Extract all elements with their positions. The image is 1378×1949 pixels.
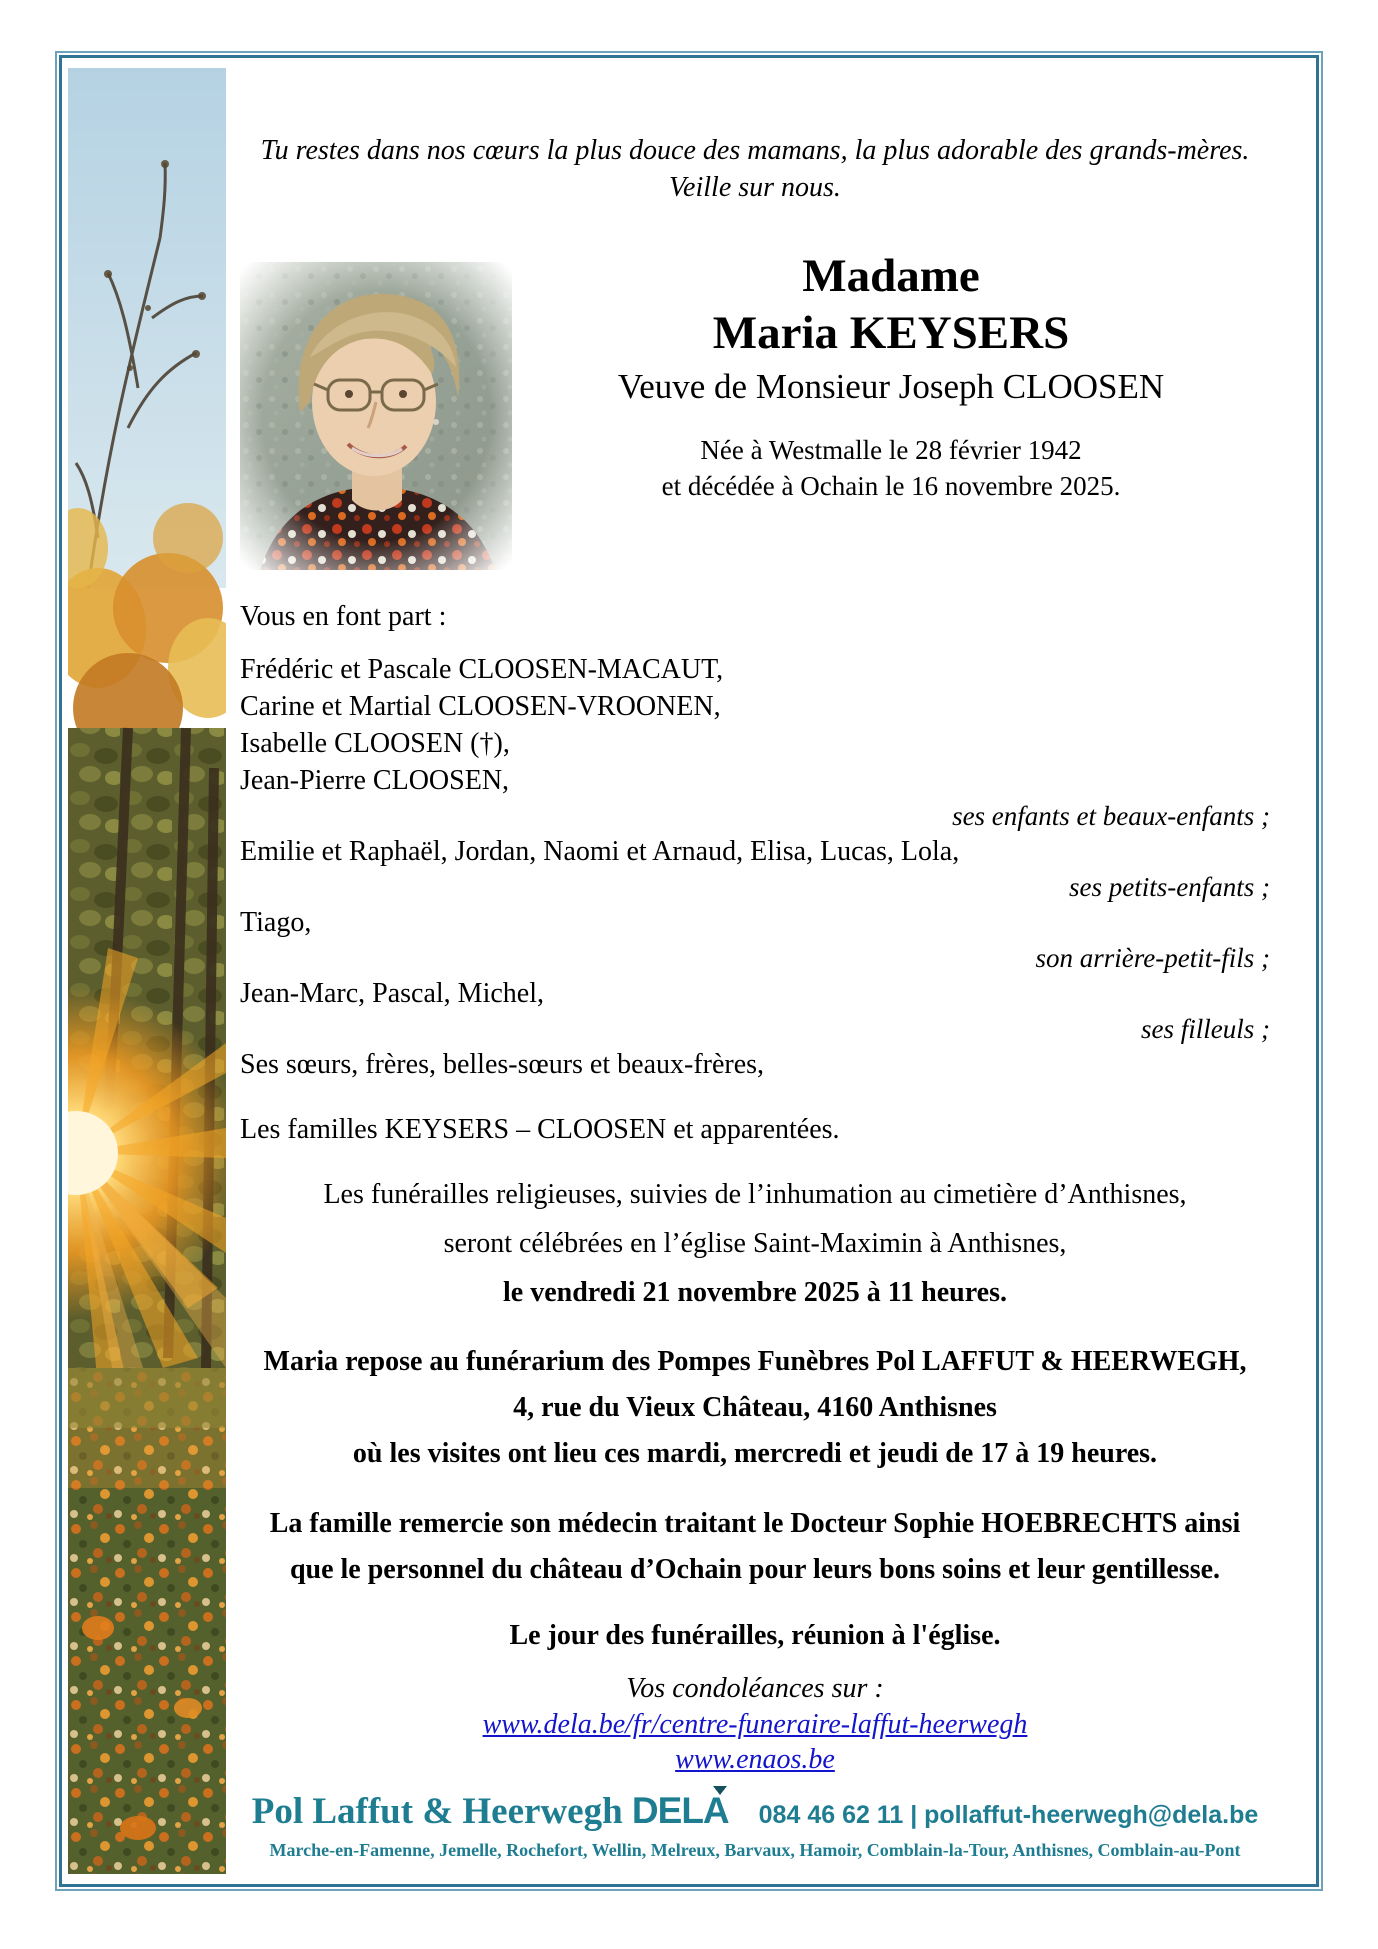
ceremony-section	[240, 1170, 1270, 1317]
dela-logo: DELA	[631, 1790, 729, 1831]
ceremony-date-line: le vendredi 21 novembre 2025 à 11 heures.	[503, 1277, 1007, 1308]
funeral-home-name: Pol Laffut & Heerwegh	[251, 1791, 623, 1832]
thanks-line-1: La famille remercie son médecin traitant le Docteur Sophie HOEBRECHTS ainsi	[269, 1508, 1241, 1539]
phone-email-line: 084 46 62 11 | pollaffut-heerwegh@dela.be	[758, 1801, 1259, 1829]
child-name: Jean-Pierre CLOOSEN,	[240, 765, 510, 796]
funeral-home-logo	[252, 1789, 729, 1834]
title-madame: Madame	[802, 250, 980, 302]
ceremony-line-2: seront célébrées en l’église Saint-Maximin à Anthisnes,	[443, 1228, 1067, 1259]
thanks-section	[240, 1501, 1270, 1593]
funeral-home-footer	[240, 1789, 1270, 1862]
deceased-name: Maria KEYSERS	[712, 307, 1070, 359]
birth-line: Née à Westmalle le 28 février 1942	[700, 435, 1082, 465]
repose-visits: où les visites ont lieu ces mardi, mercredi et jeudi de 17 à 19 heures.	[352, 1438, 1158, 1469]
godchildren-names: Jean-Marc, Pascal, Michel,	[240, 978, 544, 1009]
announcement-section	[240, 598, 1270, 1148]
repose-address: 4, rue du Vieux Château, 4160 Anthisnes	[513, 1392, 997, 1423]
role-children: ses enfants et beaux-enfants ;	[952, 801, 1270, 831]
portrait-photo	[240, 262, 512, 570]
repose-section	[240, 1339, 1270, 1477]
role-grandchildren: ses petits-enfants ;	[1069, 872, 1270, 902]
quote-line-1: Tu restes dans nos cœurs la plus douce des mamans, la plus adorable des grands-mères.	[260, 135, 1250, 166]
autumn-forest-strip-photo	[68, 68, 226, 1874]
child-name: Carine et Martial CLOOSEN-VROONEN,	[240, 691, 721, 722]
meeting-line: Le jour des funérailles, réunion à l'église.	[509, 1620, 1001, 1651]
quote-line-2: Veille sur nous.	[669, 172, 841, 203]
ceremony-line-1: Les funérailles religieuses, suivies de l’inhumation au cimetière d’Anthisnes,	[323, 1179, 1187, 1210]
siblings-line: Ses sœurs, frères, belles-sœurs et beaux-frères,	[240, 1049, 765, 1080]
great-grandchild-name: Tiago,	[240, 907, 312, 938]
role-great-grandchild: son arrière-petit-fils ;	[1035, 943, 1270, 973]
role-godchildren: ses filleuls ;	[1141, 1014, 1270, 1044]
condolences-section	[240, 1671, 1270, 1777]
condolences-link-enaos[interactable]: www.enaos.be	[675, 1744, 835, 1775]
card-content	[240, 132, 1270, 1862]
grandchildren-names: Emilie et Raphaël, Jordan, Naomi et Arnaud, Elisa, Lucas, Lola,	[240, 836, 960, 867]
opening-quote	[240, 132, 1270, 206]
child-name: Isabelle CLOOSEN (†),	[240, 728, 510, 759]
announcement-intro: Vous en font part :	[240, 601, 447, 632]
intro-row	[240, 250, 1270, 598]
condolences-label: Vos condoléances sur :	[626, 1673, 884, 1704]
branch-cities-line: Marche-en-Famenne, Jemelle, Rochefort, Wellin, Melreux, Barvaux, Hamoir, Comblain-la-Tour, Anthisnes, Comblain-au-Pont	[269, 1840, 1241, 1860]
repose-line-1: Maria repose au funérarium des Pompes Funèbres Pol LAFFUT & HEERWEGH,	[263, 1346, 1247, 1377]
deceased-header	[512, 248, 1270, 504]
widow-subtitle: Veuve de Monsieur Joseph CLOOSEN	[617, 367, 1165, 406]
condolences-link-dela[interactable]: www.dela.be/fr/centre-funeraire-laffut-heerwegh	[482, 1709, 1028, 1740]
child-name: Frédéric et Pascale CLOOSEN-MACAUT,	[240, 654, 724, 685]
death-line: et décédée à Ochain le 16 novembre 2025.	[661, 471, 1121, 501]
thanks-line-2: que le personnel du château d’Ochain pour leurs bons soins et leur gentillesse.	[289, 1554, 1221, 1585]
families-line: Les familles KEYSERS – CLOOSEN et apparentées.	[240, 1114, 840, 1145]
